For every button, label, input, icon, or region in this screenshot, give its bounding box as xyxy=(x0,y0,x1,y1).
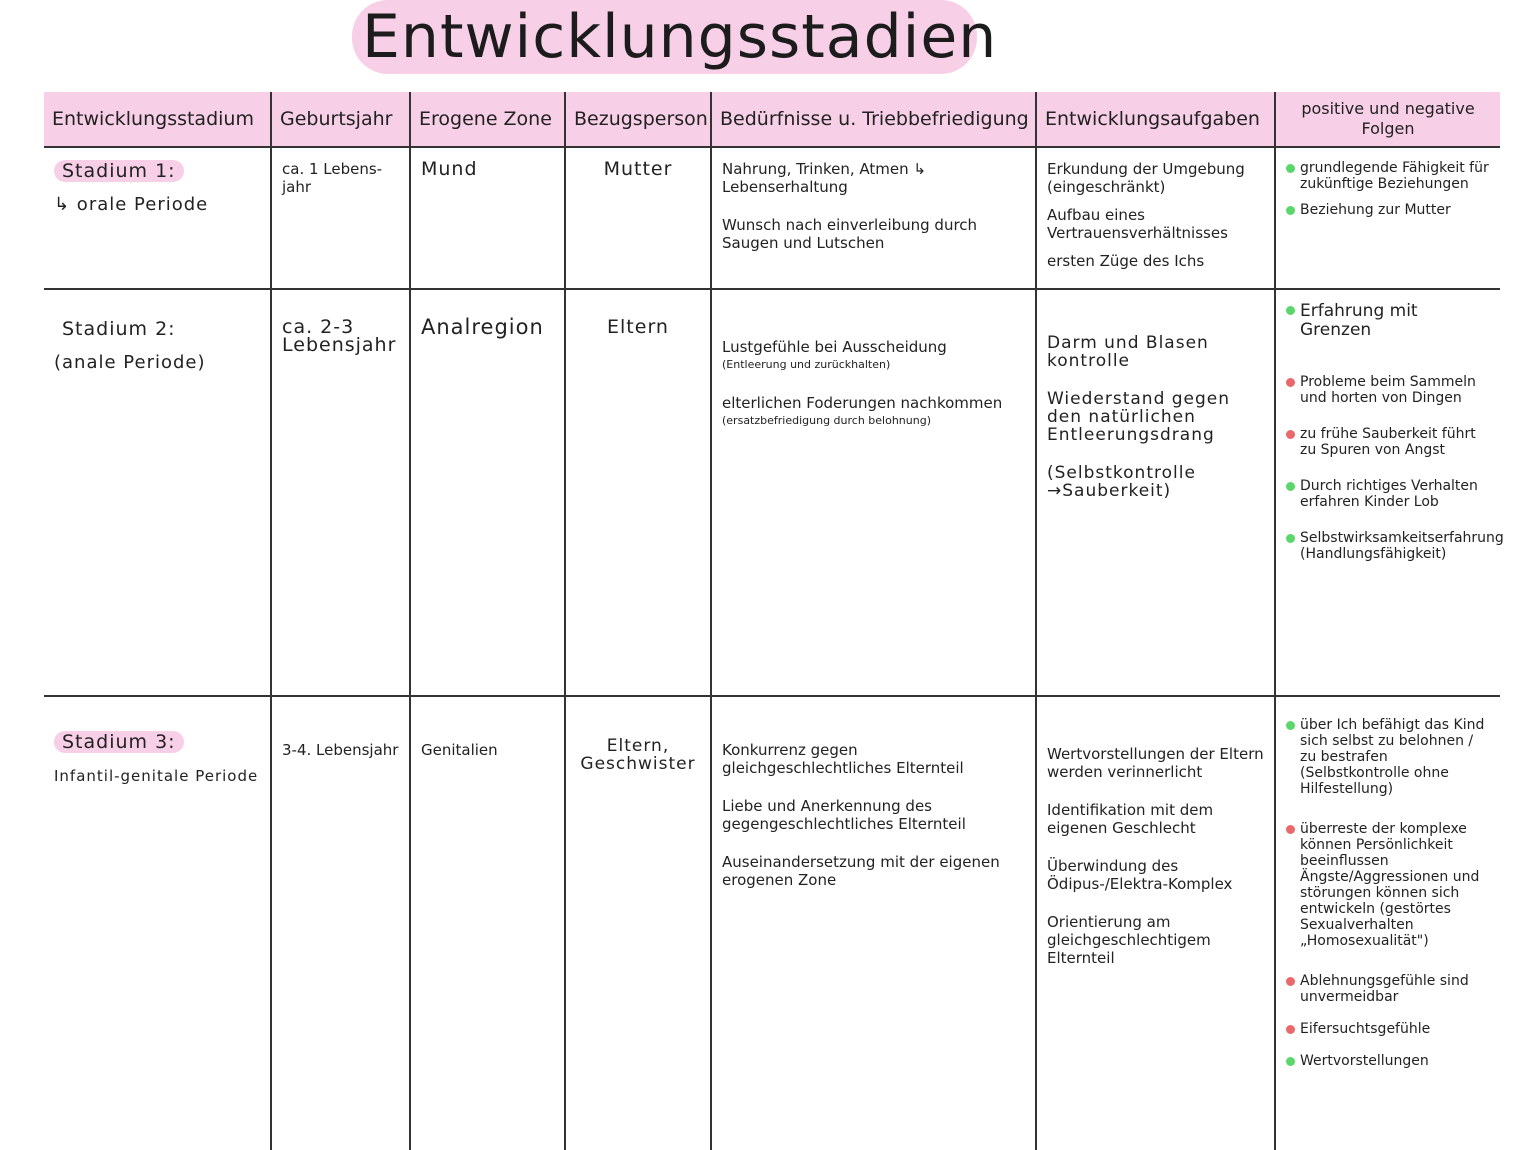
person-cell: Mutter xyxy=(565,147,711,289)
needs-cell xyxy=(711,147,1036,289)
positive-dot-icon xyxy=(1286,1057,1295,1066)
tasks-cell xyxy=(1036,147,1275,289)
effect-item: Selbstwirksamkeitserfahrung (Handlungsfähigkeit) xyxy=(1286,530,1490,562)
header-stage: Entwicklungsstadium xyxy=(44,92,271,147)
effects-cell xyxy=(1275,696,1500,1150)
need-item: (Entleerung und zurückhalten) xyxy=(722,358,891,371)
effect-item: Erfahrung mit Grenzen xyxy=(1286,302,1490,340)
tasks-cell xyxy=(1036,289,1275,696)
table-row xyxy=(44,696,1500,1150)
effect-item: überreste der komplexe können Persönlichkeit beeinflussen Ängste/Aggressionen und störungen können sich entwickeln (gestörtes Sexualverhalten „Homosexualität") xyxy=(1286,821,1490,949)
effects-cell xyxy=(1275,289,1504,696)
needs-cell xyxy=(711,289,1036,696)
effect-item: Wertvorstellungen xyxy=(1286,1053,1490,1069)
effect-item: Eifersuchtsgefühle xyxy=(1286,1021,1490,1037)
need-item: (ersatzbefriedigung durch belohnung) xyxy=(722,414,931,427)
zone-cell: Genitalien xyxy=(410,696,565,1150)
task-item: Identifikation mit dem eigenen Geschlecht xyxy=(1047,801,1214,837)
task-item: Wertvorstellungen der Eltern werden verinnerlicht xyxy=(1047,745,1264,781)
negative-dot-icon xyxy=(1286,1025,1295,1034)
task-item: Aufbau eines Vertrauensverhältnisses xyxy=(1047,206,1228,242)
task-item: Orientierung am gleichgeschlechtigem Elternteil xyxy=(1047,913,1211,967)
negative-dot-icon xyxy=(1286,825,1295,834)
stage-label: Stadium 3: xyxy=(54,731,184,753)
positive-dot-icon xyxy=(1286,534,1295,543)
stage-cell xyxy=(44,696,271,1150)
task-item: Überwindung des Ödipus-/Elektra-Komplex xyxy=(1047,857,1233,893)
effect-item: grundlegende Fähigkeit für zukünftige Beziehungen xyxy=(1286,160,1490,192)
tasks-cell xyxy=(1036,696,1275,1150)
effect-item: Ablehnungsgefühle sind unvermeidbar xyxy=(1286,973,1490,1005)
effect-item: Probleme beim Sammeln und horten von Dingen xyxy=(1286,374,1490,406)
effect-item: Beziehung zur Mutter xyxy=(1286,202,1490,218)
stages-table xyxy=(44,92,1504,1150)
task-item: (Selbstkontrolle →Sauberkeit) xyxy=(1047,463,1196,501)
zone-cell: Analregion xyxy=(410,289,565,696)
person-cell: Eltern xyxy=(565,289,711,696)
period-label: Infantil-genitale Periode xyxy=(54,767,259,785)
need-item: Nahrung, Trinken, Atmen ↳ Lebenserhaltung xyxy=(722,160,926,196)
year-cell: 3-4. Lebensjahr xyxy=(271,696,410,1150)
negative-dot-icon xyxy=(1286,378,1295,387)
year-cell: ca. 2-3 Lebensjahr xyxy=(271,289,410,696)
year-cell: ca. 1 Lebens-jahr xyxy=(271,147,410,289)
need-item: elterlichen Foderungen nachkommen xyxy=(722,394,1003,412)
stage-cell xyxy=(44,147,271,289)
negative-dot-icon xyxy=(1286,977,1295,986)
stage-label: Stadium 2: xyxy=(62,318,176,340)
need-item: Lustgefühle bei Ausscheidung xyxy=(722,338,947,356)
header-effects: positive und negative Folgen xyxy=(1275,92,1500,147)
header-tasks: Entwicklungsaufgaben xyxy=(1036,92,1275,147)
positive-dot-icon xyxy=(1286,164,1295,173)
task-item: Erkundung der Umgebung (eingeschränkt) xyxy=(1047,160,1245,196)
period-label: (anale Periode) xyxy=(54,352,206,373)
positive-dot-icon xyxy=(1286,721,1295,730)
positive-dot-icon xyxy=(1286,306,1295,315)
negative-dot-icon xyxy=(1286,430,1295,439)
effect-item: zu frühe Sauberkeit führt zu Spuren von Angst xyxy=(1286,426,1490,458)
person-cell: Eltern, Geschwister xyxy=(565,696,711,1150)
table-row xyxy=(44,289,1500,696)
need-item: Konkurrenz gegen gleichgeschlechtliches Elternteil xyxy=(722,741,964,777)
header-zone: Erogene Zone xyxy=(410,92,565,147)
header-person: Bezugsperson xyxy=(565,92,711,147)
stage-label: Stadium 1: xyxy=(54,160,184,182)
effect-item: über Ich befähigt das Kind sich selbst zu belohnen / zu bestrafen (Selbstkontrolle ohne Hilfestellung) xyxy=(1286,717,1490,797)
header-year: Geburtsjahr xyxy=(271,92,410,147)
need-item: Liebe und Anerkennung des gegengeschlechtliches Elternteil xyxy=(722,797,966,833)
zone-cell: Mund xyxy=(410,147,565,289)
positive-dot-icon xyxy=(1286,206,1295,215)
task-item: Wiederstand gegen den natürlichen Entleerungsdrang xyxy=(1047,389,1231,445)
header-row xyxy=(44,92,1500,147)
header-needs: Bedürfnisse u. Triebbefriedigung xyxy=(711,92,1036,147)
positive-dot-icon xyxy=(1286,482,1295,491)
need-item: Auseinandersetzung mit der eigenen erogenen Zone xyxy=(722,853,1000,889)
effects-cell xyxy=(1275,147,1500,289)
task-item: Darm und Blasen kontrolle xyxy=(1047,333,1209,371)
effect-item: Durch richtiges Verhalten erfahren Kinder Lob xyxy=(1286,478,1490,510)
task-item: ersten Züge des Ichs xyxy=(1047,252,1205,270)
page-title: Entwicklungsstadien xyxy=(362,2,998,72)
need-item: Wunsch nach einverleibung durch Saugen und Lutschen xyxy=(722,216,978,252)
needs-cell xyxy=(711,696,1036,1150)
stage-cell xyxy=(44,289,271,696)
period-label: ↳ orale Periode xyxy=(54,194,209,215)
table-row xyxy=(44,147,1500,289)
